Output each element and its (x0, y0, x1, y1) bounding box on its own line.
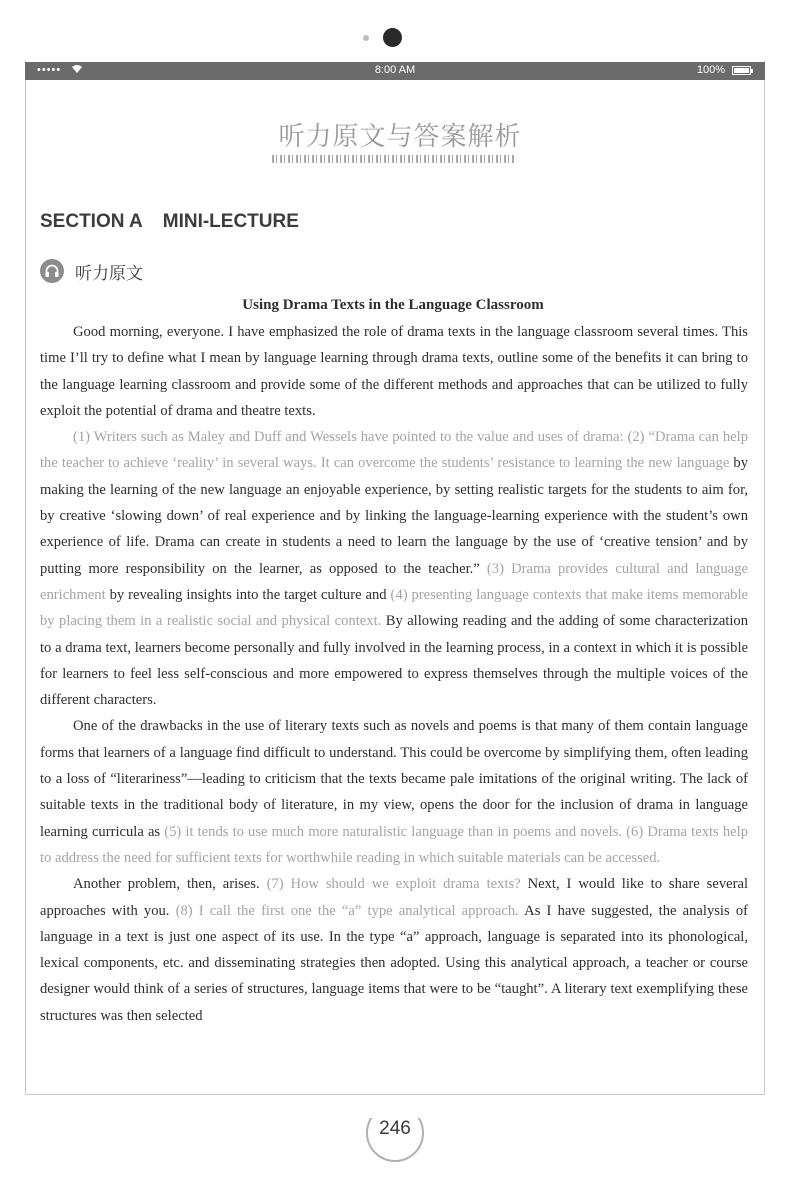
status-time: 8:00 AM (374, 64, 416, 76)
battery-icon (732, 66, 751, 75)
battery-percent: 100% (696, 64, 725, 76)
paragraph-2: (1) Writers such as Maley and Duff and Wessels have pointed to the value and uses of drama: (2) “Drama can help the teacher to achieve ‘reality’ in several ways. It can overcome the students’ resistance to learning the new language by making the learning of the new language an enjoyable experience, by setting realistic targets for the students to aim for, by creative ‘slowing down’ of real experience and by linking the language-learning experience with the student’s own experience of life. Drama can create in students a need to learn the language by the use of ‘creative tension’ and by putting more responsibility on the learner, as opposed to the teacher.” (3) Drama provides cultural and language enrichment by revealing insights into the target culture and (4) presenting language contexts that make items memorable by placing them in a realistic social and physical context. By allowing reading and the adding of some characterization to a drama text, learners become personally and fully involved in the learning process, in a context in which it is possible for learners to feel less self-conscious and more empowered to express themselves through the multiple voices of the different characters. (40, 429, 749, 709)
answer-highlight: (3) Drama provides cultural and language enrichment (40, 560, 748, 603)
transcript-label-text: 听力原文 (75, 264, 143, 284)
page-bottom-divider (25, 1094, 765, 1095)
status-bar (25, 62, 765, 80)
transcript-body (40, 319, 748, 1029)
section-label: SECTION A (40, 211, 143, 232)
answer-highlight: (4) presenting language contexts that make items memorable by placing them in a realistic social and physical context. (40, 586, 748, 630)
signal-strength: ••••• (37, 64, 62, 76)
answer-highlight: (5) it tends to use much more naturalistic language than in poems and novels. (6) Drama texts help to address the need for sufficient texts for worthwhile reading in which suitable materials can be accessed. (40, 823, 748, 866)
page-heading: 听力原文与答案解析 (278, 122, 522, 152)
device-camera (0, 26, 800, 50)
section-name: MINI-LECTURE (162, 211, 299, 232)
page-number: 246 (379, 1118, 411, 1139)
answer-highlight: (7) How should we exploit drama texts? (266, 876, 521, 893)
headphone-icon (40, 259, 64, 283)
page-number-badge (366, 1104, 424, 1160)
sensor-dot (363, 35, 369, 41)
section-title (40, 211, 299, 233)
article-title: Using Drama Texts in the Language Classroom (242, 297, 544, 313)
answer-highlight: (1) Writers such as Maley and Duff and Wessels have pointed to the value and uses of drama: (2) “Drama can help the teacher to achieve ‘reality’ in several ways. It can overcome the students’ resistance to learning the new language (40, 429, 748, 472)
camera-lens (383, 28, 402, 47)
paragraph-3: One of the drawbacks in the use of literary texts such as novels and poems is that many of them contain language forms that learners of a language find difficult to understand. This could be overcome by simplifying them, often leading to a loss of “literariness”—leading to criticism that the texts became pale imitations of the original writing. The lack of suitable texts in the traditional body of literature, in my view, opens the door for the inclusion of drama in language learning curricula as (5) it tends to use much more naturalistic language than in poems and novels. (6) Drama texts help to address the need for sufficient texts for worthwhile reading in which suitable materials can be accessed. (40, 718, 748, 866)
paragraph-4: Another problem, then, arises. (7) How should we exploit drama texts? Next, I would like to share several approaches with you. (8) I call the first one the “a” type analytical approach. As I have suggested, the analysis of language in a text is just one aspect of its use. In the type “a” approach, language is separated into its phonological, lexical components, etc. and disseminating strategies then adopted. Using this analytical approach, a teacher or course designer would think of a series of structures, language items that were to be “taught”. A literary text exemplifying these structures was then selected (40, 876, 748, 1024)
heading-decoration (272, 155, 515, 163)
answer-highlight: (8) I call the first one the “a” type analytical approach. (175, 902, 519, 919)
paragraph-1: Good morning, everyone. I have emphasized the role of drama texts in the language classroom several times. This time I’ll try to define what I mean by language learning through drama texts, outline some of the benefits it can bring to the language learning classroom and provide some of the different methods and approaches that can be utilized to fully exploit the potential of drama and theatre texts. (40, 324, 748, 419)
